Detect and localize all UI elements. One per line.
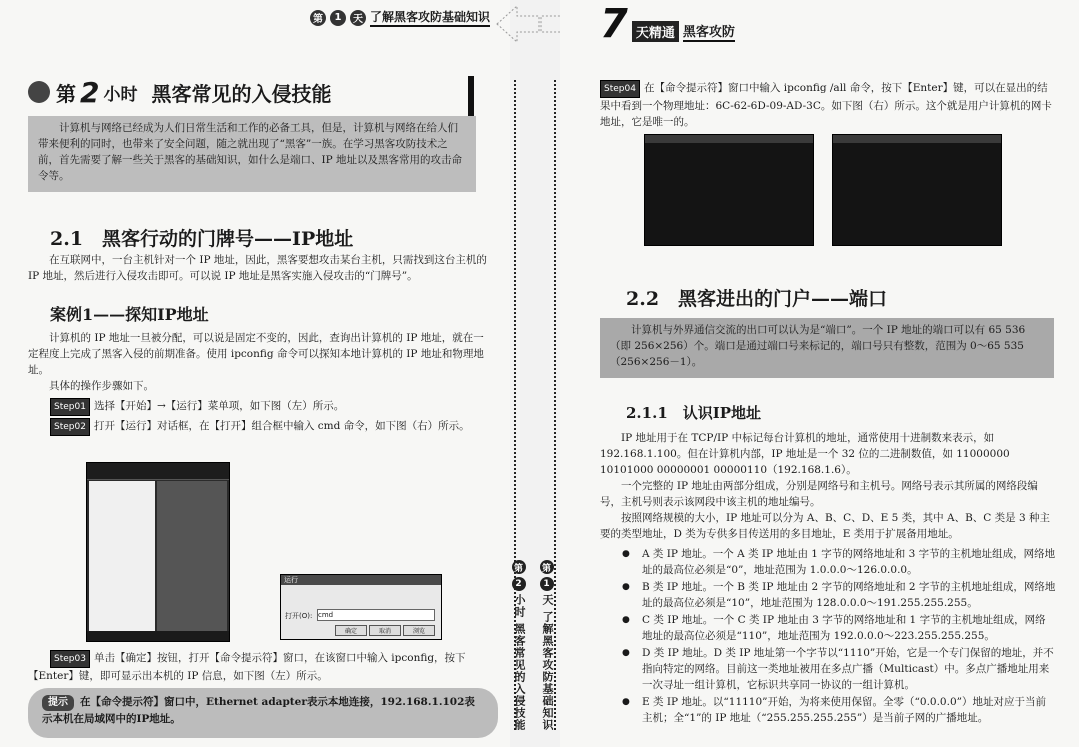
section-2-1-1-paragraph-2: 一个完整的 IP 地址由两部分组成，分别是网络号和主机号。网络号表示其所属的网络段编号，主机号则表示该网段中该主机的地址编号。 [600, 480, 1038, 508]
cmd-window-titlebar-2 [833, 135, 1001, 143]
step-3-badge: Step03 [50, 650, 90, 668]
start-menu-left-pane [89, 481, 155, 631]
list-item: ● D 类 IP 地址。D 类 IP 地址第一个字节以“1110”开始，它是一个专门保留的地址，并不指向特定的网络。目前这一类地址被用在多点广播（Multicast）中。多点广播地址用来一次寻址一组计算机，它标识共享同一协议的一组计算机。 [616, 645, 1056, 693]
run-dialog-cancel-button[interactable]: 取消 [369, 625, 401, 636]
right-side-tab [538, 560, 556, 735]
step-1-text: 选择【开始】→【运行】菜单项，如下图（左）所示。 [93, 400, 345, 412]
left-side-tab-number: 2 [512, 577, 526, 591]
tip-box [28, 688, 498, 738]
run-dialog-open-input[interactable]: cmd [317, 609, 435, 621]
case-1-paragraph-2: 具体的操作步骤如下。 [49, 380, 154, 392]
chapter-rule [468, 76, 474, 116]
run-dialog-open-label: 打开(O): [285, 612, 313, 620]
section-2-2-heading: 2.2 黑客进出的门户——端口 [626, 288, 888, 310]
chapter-icon [28, 81, 50, 103]
header-day-number: 1 [330, 10, 346, 26]
left-running-header [310, 8, 490, 27]
tip-label: 提示 [42, 695, 74, 711]
section-2-1-1-paragraph-1: IP 地址用于在 TCP/IP 中标记每台计算机的地址，通常使用十进制数来表示，如 192.168.1.100。但在计算机内部，IP 地址是一个 32 位的二进制数值，如 11000000 10101000 00000001 00000110（192.168.1.6）。 [600, 432, 1010, 476]
chapter-number: 2 [80, 75, 100, 109]
right-side-tab-text: 天 了解黑客攻防基础知识 [541, 594, 554, 731]
header-day-unit: 天 [350, 10, 366, 26]
step-4-text: 在【命令提示符】窗口中输入 ipconfig /all 命令，按下【Enter】键，可以在显出的结果中看到一个物理地址：6C-62-6D-09-AD-3C。如下图（右）所示。这个就是用户计算机的网卡地址，它是唯一的。 [600, 82, 1052, 128]
book-gutter [510, 0, 560, 747]
ip-class-list [616, 546, 1056, 727]
case-1-heading: 案例1——探知IP地址 [50, 305, 209, 324]
step-4-badge: Step04 [600, 80, 640, 98]
case-1-paragraph: 计算机的 IP 地址一旦被分配，可以说是固定不变的，因此，查询出计算机的 IP 地址，就在一定程度上完成了黑客入侵的前期准备。使用 ipconfig 命令可以探知本地计算机的 IP 地址和物理地址。 [28, 332, 484, 376]
step-2-text: 打开【运行】对话框，在【打开】组合框中输入 cmd 命令，如下图（右）所示。 [93, 420, 470, 432]
run-dialog-ok-button[interactable]: 确定 [335, 625, 367, 636]
header-brand: 天精通 [632, 21, 679, 42]
cmd-ipconfig-all-screenshot [832, 134, 1002, 246]
run-dialog-titlebar: 运行 [281, 575, 441, 585]
chapter-intro: 计算机与网络已经成为人们日常生活和工作的必备工具，但是，计算机与网络在给人们带来便利的同时，也带来了安全问题，随之就出现了“黑客”一族。在学习黑客攻防技术之前，首先需要了解一些关于黑客的基础知识，如什么是端口、IP 地址以及黑客常用的攻击命令等。 [28, 116, 476, 192]
section-2-1-paragraph: 在互联网中，一台主机针对一个 IP 地址，因此，黑客要想攻击某台主机，只需找到这台主机的 IP 地址，然后进行入侵攻击即可。可以说 IP 地址是黑客实施入侵攻击的“门牌号”。 [28, 254, 487, 282]
section-2-1-text [28, 252, 488, 284]
right-page [560, 0, 1079, 747]
step-2 [28, 418, 488, 436]
start-menu-right-pane [157, 481, 227, 631]
step-4 [600, 80, 1054, 130]
run-dialog-browse-button[interactable]: 浏览 [403, 625, 435, 636]
case-1-text [28, 330, 488, 394]
header-seven: 7 [600, 1, 628, 47]
left-side-tab-circle: 第 [512, 560, 526, 574]
list-item: ● A 类 IP 地址。一个 A 类 IP 地址由 1 字节的网络地址和 3 字节的主机地址组成，网络地址的最高位必须是“0”，地址范围为 1.0.0.0～126.0.0.0。 [616, 546, 1056, 578]
section-2-1-1-heading: 2.1.1 认识IP地址 [626, 404, 762, 422]
chapter-title: 黑客常见的入侵技能 [151, 81, 332, 106]
list-item: ● B 类 IP 地址。一个 B 类 IP 地址由 2 字节的网络地址和 2 字节的主机地址组成，网络地址的最高位必须是“10”，地址范围为 128.0.0.0～191.255.255.255。 [616, 579, 1056, 611]
start-menu-footer [87, 631, 229, 641]
header-right-title: 黑客攻防 [683, 21, 735, 42]
right-side-tab-circle: 第 [540, 560, 554, 574]
run-dialog-screenshot [280, 574, 442, 640]
chapter-suffix: 小时 [103, 84, 138, 105]
step-3 [28, 650, 488, 684]
step-3-text: 单击【确定】按钮，打开【命令提示符】窗口，在该窗口中输入 ipconfig，按下【Enter】键，即可显示出本机的 IP 信息，如下图（左）所示。 [28, 652, 466, 682]
right-running-header [600, 1, 735, 47]
list-item: ● C 类 IP 地址。一个 C 类 IP 地址由 3 字节的网络地址和 1 字节的主机地址组成，网络地址的最高位必须是“110”，地址范围为 192.0.0.0～223.255.255.255。 [616, 612, 1056, 644]
left-side-tab [510, 560, 528, 735]
left-page [0, 0, 510, 747]
section-2-1-heading: 2.1 黑客行动的门牌号——IP地址 [50, 228, 354, 250]
section-2-1-1-paragraph-3: 按照网络规模的大小，IP 地址可以分为 A、B、C、D、E 5 类，其中 A、B、C 类是 3 种主要的类型地址，D 类为专供多目传送用的多目地址，E 类用于扩展备用地址。 [600, 512, 1051, 540]
section-2-2-box: 计算机与外界通信交流的出口可以认为是“端口”。一个 IP 地址的端口可以有 65 536（即 256×256）个。端口是通过端口号来标记的，端口号只有整数，范围为 0～65 535（256×256－1）。 [600, 318, 1054, 378]
start-menu-user-bar [87, 463, 229, 480]
cmd-window-titlebar [645, 135, 813, 143]
step-1-badge: Step01 [50, 398, 90, 416]
chapter-prefix: 第 [56, 81, 76, 106]
right-side-tab-number: 1 [540, 577, 554, 591]
step-1 [50, 398, 490, 416]
left-side-tab-text: 小时 黑客常见的入侵技能 [513, 594, 526, 731]
header-left-title: 了解黑客攻防基础知识 [370, 8, 490, 27]
header-day-label: 第 [310, 10, 326, 26]
section-2-1-1-text [600, 430, 1056, 542]
tip-text: 在【命令提示符】窗口中，Ethernet adapter表示本地连接，192.168.1.102表示本机在局域网中的IP地址。 [42, 696, 475, 725]
step-2-badge: Step02 [50, 418, 90, 436]
start-menu-screenshot [86, 462, 230, 642]
chapter-title-bar [28, 76, 468, 108]
cmd-ipconfig-screenshot [644, 134, 814, 246]
list-item: ● E 类 IP 地址。以“11110”开始，为将来使用保留。全零（“0.0.0.0”）地址对应于当前主机；全“1”的 IP 地址（“255.255.255.255”）是当前子网的广播地址。 [616, 694, 1056, 726]
